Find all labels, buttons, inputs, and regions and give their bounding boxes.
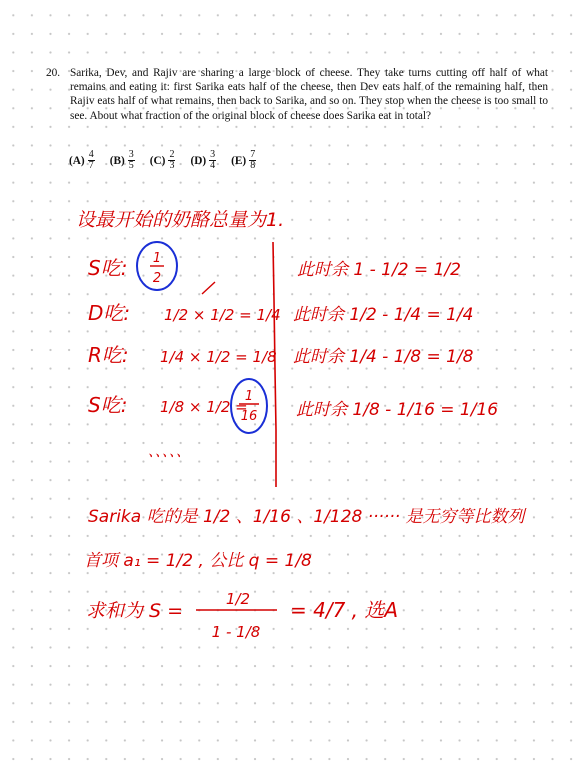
choice-d: (D) $\frac{3}{4}$ [190, 149, 216, 171]
tick-mark [202, 282, 215, 294]
svg-text:1: 1 [244, 389, 254, 404]
hw-d-expr: 1/2 × 1/2 = 1/4 [164, 306, 281, 324]
hw-right-line1: 此时余 1 - 1/2 = 1/2 [297, 260, 461, 280]
choice-b: (B) $\frac{3}{5}$ [109, 149, 134, 171]
hw-d-eat: D吃: [88, 301, 131, 325]
hw-right-line3: 此时余 1/4 - 1/8 = 1/8 [293, 347, 474, 367]
hw-ellipsis: 、、、、、 [148, 444, 190, 460]
hw-bottom-line2: 首项 a₁ = 1/2 , 公比 q = 1/8 [84, 551, 312, 571]
hw-s-value [150, 251, 164, 286]
hw-sum-result: = 4/7 , 选A [290, 598, 399, 622]
svg-text:1/2: 1/2 [225, 590, 251, 608]
choice-a: (A) $\frac{4}{7}$ [69, 149, 94, 171]
problem-statement: Sarika, Dev, and Rajiv are sharing a large block of cheese. They take turns cutting off half of what remains and eating it: first Sarika eats half of the cheese, then Dev eats half of the remaining half, then Rajiv eats half of what remains, then back to Sarika, and so on. They stop when the cheese is too small to see. About what fraction of the original block of cheese does Sarika eat in total? [70, 67, 548, 122]
svg-text:2: 2 [152, 271, 162, 286]
hw-intro: 设最开始的奶酪总量为1. [76, 209, 285, 231]
hw-bottom-line1: Sarika 吃的是 1/2 、1/16 、1/128 ······ 是无穷等比数列 [88, 507, 525, 527]
hw-s2-expr: 1/8 × 1/2 = [160, 398, 248, 416]
hw-sum-label: 求和为 S = [86, 600, 184, 622]
hw-right-line2: 此时余 1/2 - 1/4 = 1/4 [293, 305, 474, 325]
hw-sum-fraction [196, 590, 277, 641]
hw-s-eat: S吃: [88, 256, 128, 280]
svg-text:1 - 1/8: 1 - 1/8 [211, 623, 261, 641]
problem-number: 20. [46, 67, 61, 79]
hw-s2-eat: S吃: [88, 393, 128, 417]
hw-r-eat: R吃: [88, 343, 129, 367]
svg-text:16: 16 [240, 409, 258, 424]
choice-c: (C) $\frac{2}{3}$ [149, 149, 175, 171]
hw-right-line4: 此时余 1/8 - 1/16 = 1/16 [296, 400, 499, 420]
svg-text:1: 1 [152, 251, 162, 266]
choice-e: (E) $\frac{7}{8}$ [231, 149, 256, 171]
hw-r-expr: 1/4 × 1/2 = 1/8 [160, 348, 277, 366]
